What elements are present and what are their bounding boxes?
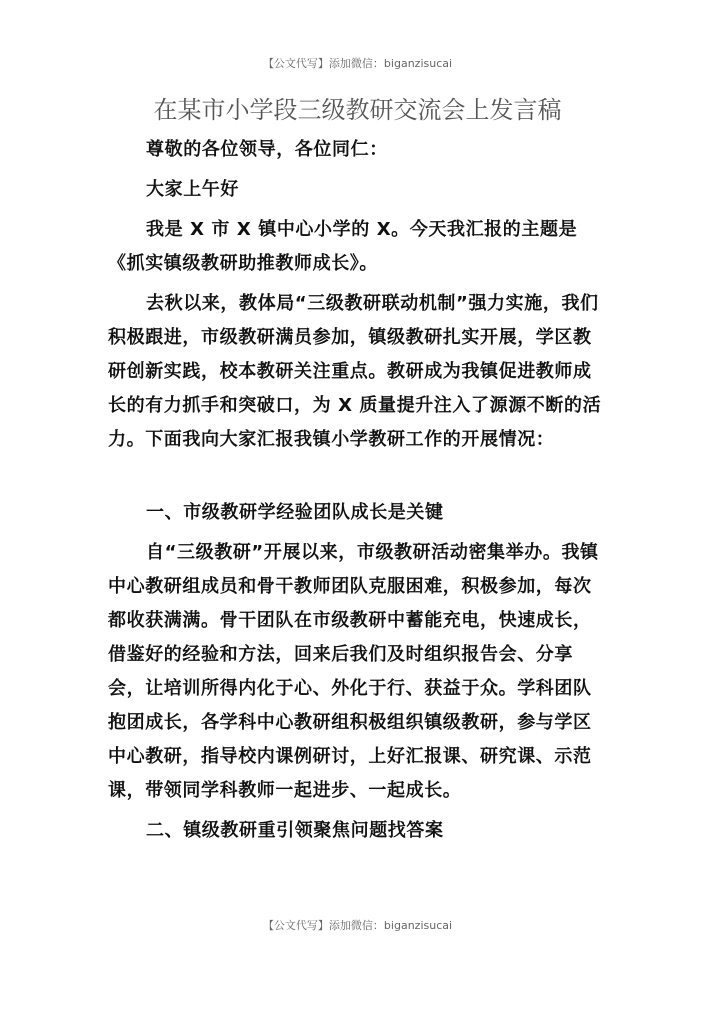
header-watermark-note: 【公文代写】添加微信：biganzisucai bbox=[262, 57, 453, 70]
section-heading-1: 一、市级教研学经验团队成长是关键 bbox=[146, 502, 444, 523]
document-title: 在某市小学段三级教研交流会上发言稿 bbox=[153, 96, 562, 124]
footer-watermark-note: 【公文代写】添加微信：biganzisucai bbox=[262, 919, 453, 932]
greeting-paragraph: 大家上午好 bbox=[146, 179, 239, 200]
section-heading-2: 二、镇级教研重引领聚焦问题找答案 bbox=[146, 820, 444, 841]
body-paragraph-2: 自“三级教研”开展以来，市级教研活动密集举办。我镇中心教研组成员和骨干教师团队克服困难，积极参加，每次都收获满满。骨干团队在市级教研中蓄能充电，快速成长，借鉴好的经验和方法，回来后我们及时组织报告会、分享会，让培训所得内化于心、外化于行、获益于众。学科团队抱团成长，各学科中心教研组积极组织镇级教研，参与学区中心教研，指导校内课例研讨，上好汇报课、研究课、示范课，带领同学科教师一起进步、一起成长。 bbox=[108, 542, 599, 801]
body-paragraph-1: 去秋以来，教体局“三级教研联动机制”强力实施，我们积极跟进，市级教研满员参加，镇级教研扎实开展，学区教研创新实践，校本教研关注重点。教研成为我镇促进教师成长的有力抓手和突破口，为 X 质量提升注入了源源不断的活力。下面我向大家汇报我镇小学教研工作的开展情况： bbox=[108, 293, 602, 450]
intro-paragraph: 我是 X 市 X 镇中心小学的 X。今天我汇报的主题是《抓实镇级教研助推教师成长》。 bbox=[108, 219, 578, 274]
salutation-paragraph: 尊敬的各位领导，各位同仁： bbox=[146, 139, 388, 160]
